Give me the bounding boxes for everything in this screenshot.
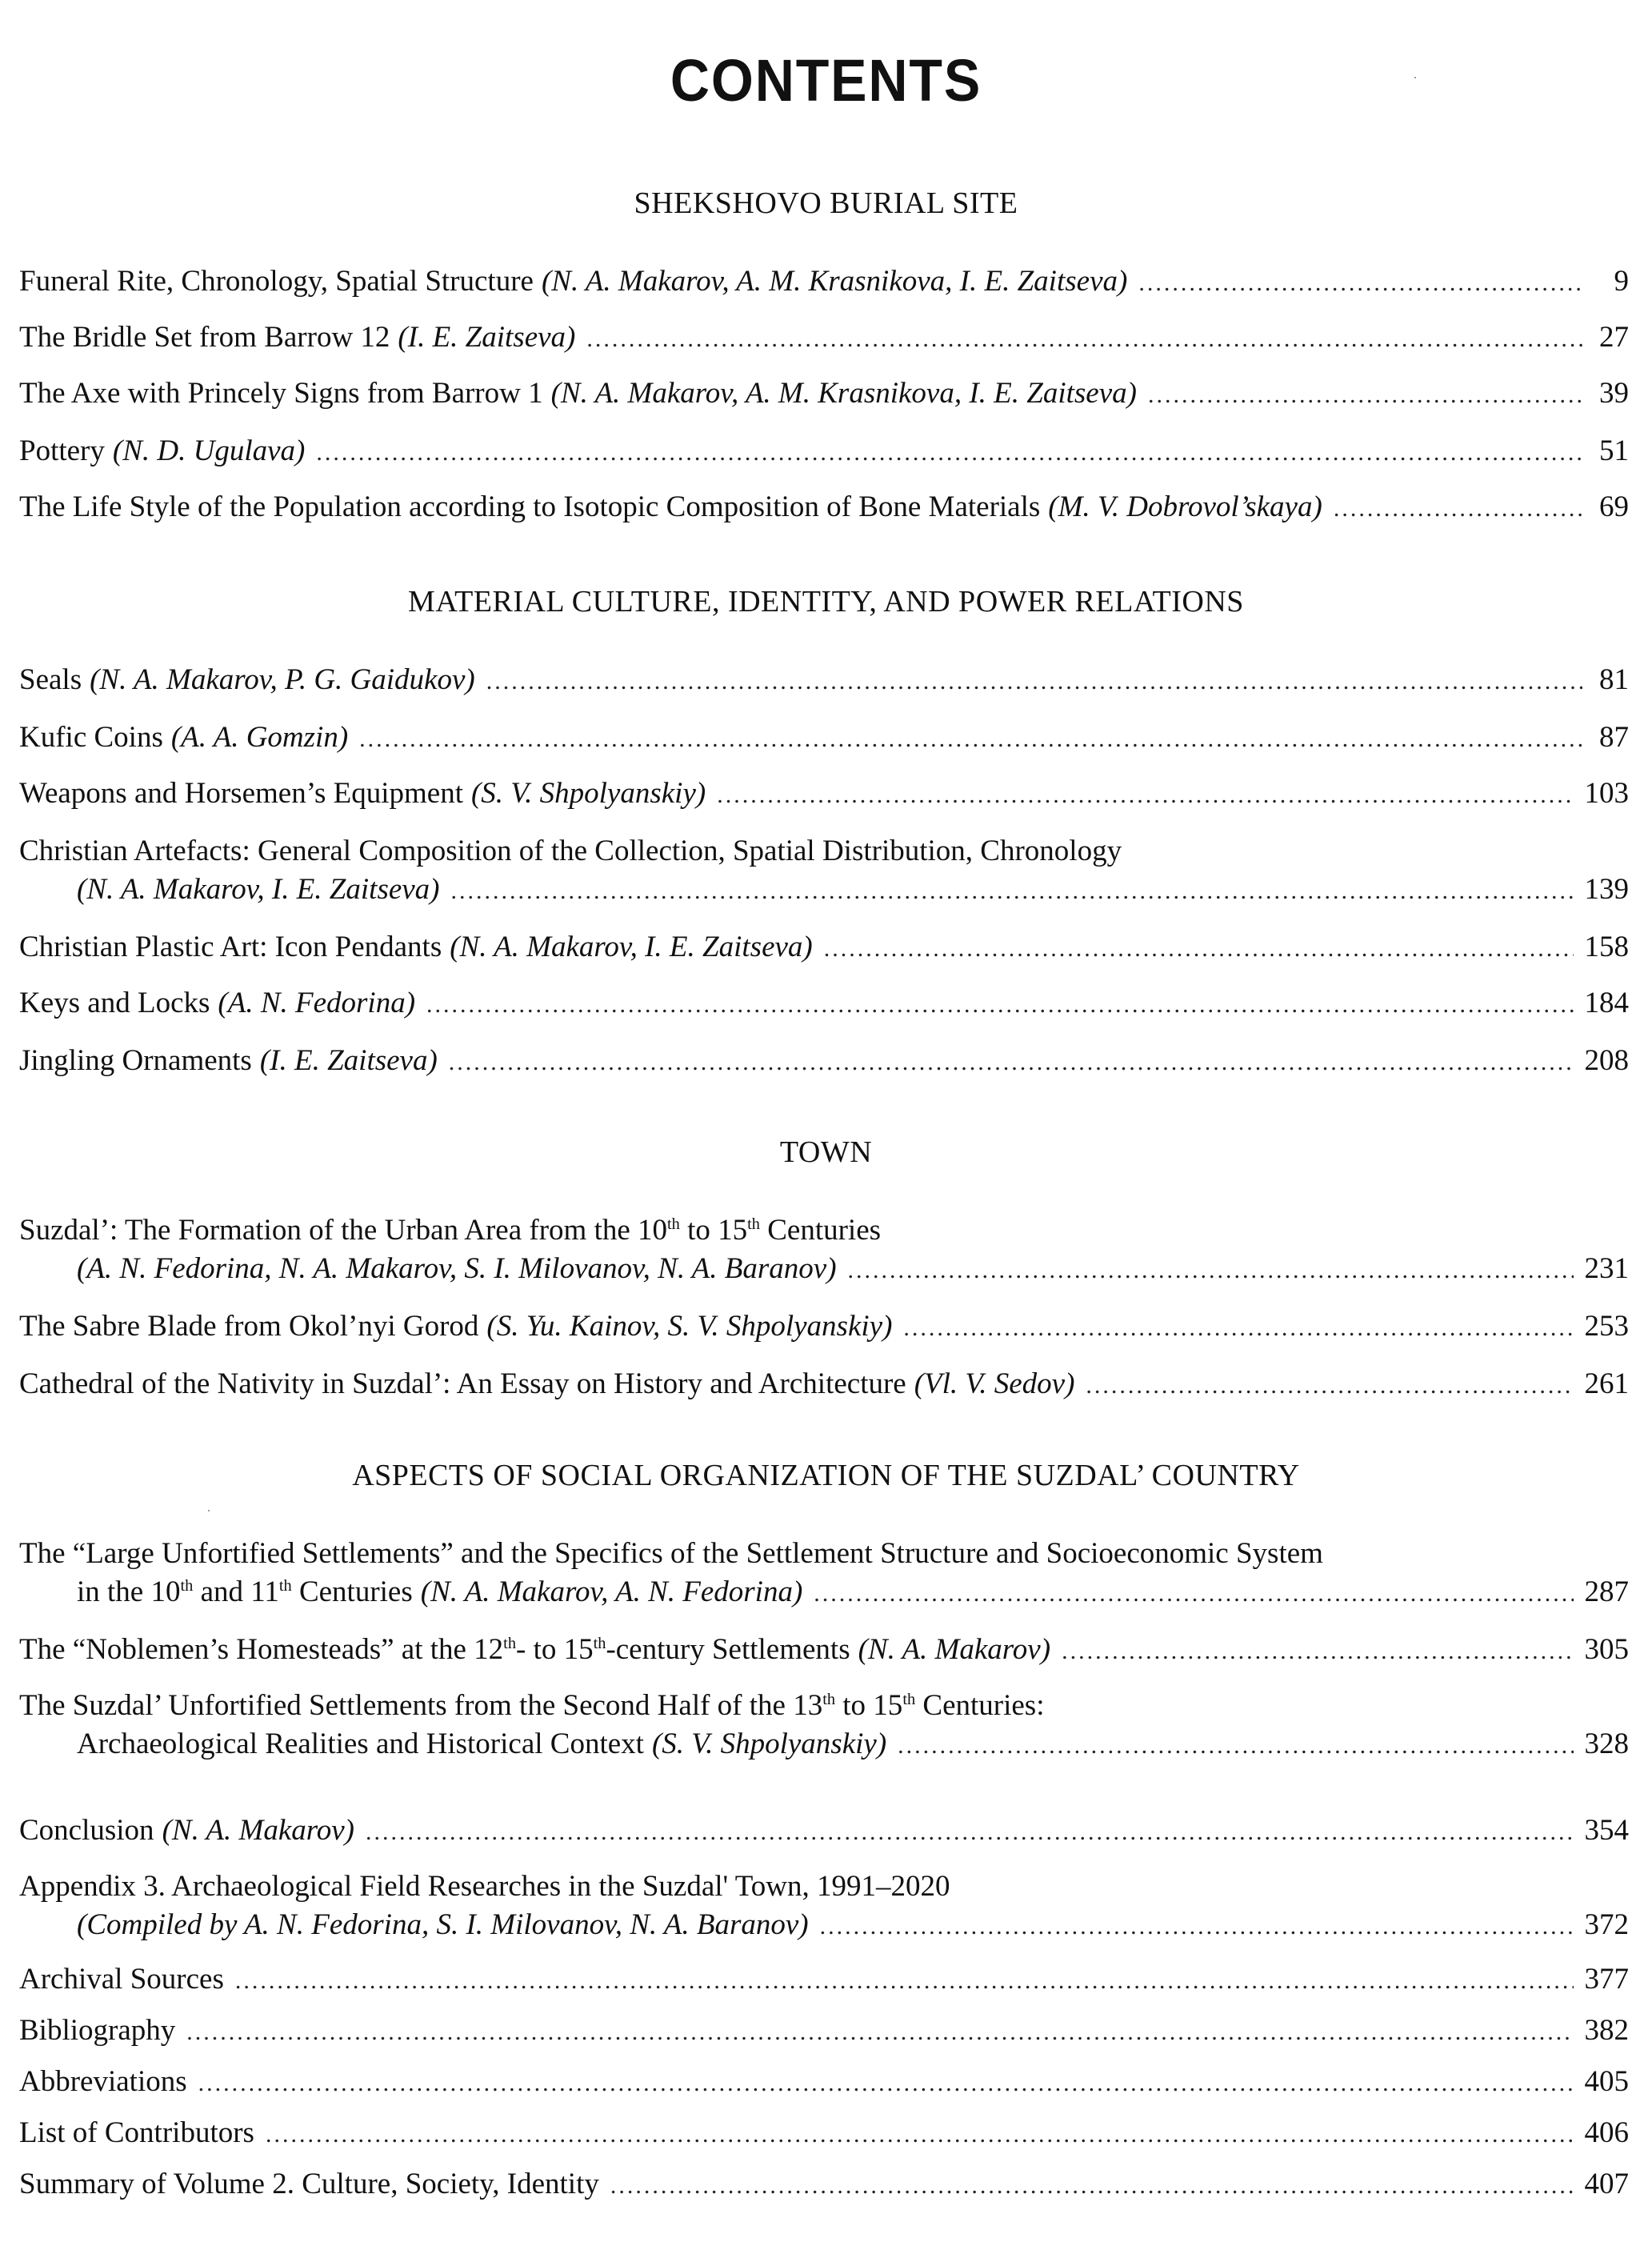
toc-entry[interactable] (19, 832, 1629, 911)
dot-leader (198, 2064, 1574, 2103)
entry-authors: (A. A. Gomzin) (170, 721, 349, 754)
entry-authors: (S. Yu. Kainov, S. V. Shpolyanskiy) (486, 1310, 893, 1343)
toc-entry[interactable] (19, 374, 1629, 414)
entry-authors: (N. A. Makarov) (162, 1814, 355, 1847)
toc-entry[interactable] (19, 928, 1629, 968)
entry-title: Summary of Volume 2. Culture, Society, Identity (19, 2168, 599, 2200)
entry-page: 81 (1599, 663, 1629, 696)
entry-title: Suzdal’: The Formation of the Urban Area from the 10th to 15th Centuries (19, 1214, 882, 1247)
section-header-material-culture: MATERIAL CULTURE, IDENTITY, AND POWER RELATIONS (408, 585, 1244, 619)
toc-entry[interactable] (19, 432, 1629, 472)
toc-entry[interactable] (19, 661, 1629, 701)
dot-leader (235, 1962, 1574, 2000)
dot-leader (266, 2116, 1574, 2154)
entry-authors: (I. E. Zaitseva) (398, 321, 576, 354)
entry-title: Jingling Ornaments (19, 1044, 252, 1077)
dot-leader (814, 1575, 1573, 1613)
dot-leader (1148, 376, 1582, 414)
entry-authors: (M. V. Dobrovol’skaya) (1048, 490, 1322, 523)
toc-entry[interactable] (19, 1535, 1629, 1613)
entry-page: 305 (1584, 1633, 1629, 1666)
dot-leader (586, 320, 1582, 358)
entry-authors: (A. N. Fedorina, N. A. Makarov, S. I. Milovanov, N. A. Baranov) (77, 1252, 837, 1285)
toc-entry[interactable] (19, 984, 1629, 1024)
entry-title: The “Noblemen’s Homesteads” at the 12th- to 15th-century Settlements (19, 1633, 850, 1666)
entry-page: 9 (1614, 265, 1629, 298)
entry-title: Seals (19, 663, 82, 696)
entry-title: Kufic Coins (19, 721, 163, 754)
entry-title-cont: in the 10th and 11th Centuries (77, 1575, 413, 1608)
entry-page: 406 (1584, 2116, 1629, 2149)
toc-entry[interactable] (19, 1042, 1629, 1082)
entry-page: 27 (1599, 321, 1629, 354)
entry-title: Keys and Locks (19, 987, 210, 1019)
entry-authors: (N. A. Makarov, P. G. Gaidukov) (90, 663, 475, 696)
entry-page: 382 (1584, 2014, 1629, 2047)
section-header-social-organization: ASPECTS OF SOCIAL ORGANIZATION OF THE SUZDAL’ COUNTRY (352, 1459, 1300, 1492)
dot-leader (824, 930, 1574, 968)
entry-page: 87 (1599, 721, 1629, 754)
entry-page: 287 (1584, 1575, 1629, 1608)
entry-page: 261 (1584, 1367, 1629, 1400)
toc-entry[interactable] (19, 2114, 1629, 2154)
entry-page: 158 (1584, 931, 1629, 963)
toc-entry[interactable] (19, 1868, 1629, 1946)
entry-title: List of Contributors (19, 2116, 254, 2149)
entry-page: 39 (1599, 377, 1629, 410)
entry-page: 253 (1584, 1310, 1629, 1343)
toc-entry[interactable] (19, 2063, 1629, 2103)
toc-entry[interactable] (19, 1211, 1629, 1290)
toc-entry[interactable] (19, 2165, 1629, 2205)
toc-entry[interactable] (19, 1687, 1629, 1765)
dot-leader (610, 2167, 1574, 2205)
dot-leader (359, 720, 1582, 759)
entry-authors: (S. V. Shpolyanskiy) (470, 777, 706, 810)
entry-page: 103 (1584, 777, 1629, 810)
entry-title: The Suzdal’ Unfortified Settlements from the Second Half of the 13th to 15th Centuries: (19, 1689, 1045, 1722)
dot-leader (316, 434, 1582, 472)
entry-title: Weapons and Horsemen’s Equipment (19, 777, 463, 810)
entry-title: The Life Style of the Population according to Isotopic Composition of Bone Materials (19, 490, 1041, 523)
entry-page: 208 (1584, 1044, 1629, 1077)
dot-leader (366, 1813, 1573, 1852)
entry-title: The Axe with Princely Signs from Barrow 1 (19, 377, 543, 410)
entry-page: 407 (1584, 2168, 1629, 2200)
entry-authors: (A. N. Fedorina) (218, 987, 416, 1019)
entry-authors: (S. V. Shpolyanskiy) (651, 1728, 887, 1760)
page-title: CONTENTS (670, 47, 982, 114)
entry-title: The Bridle Set from Barrow 12 (19, 321, 390, 354)
dot-leader (848, 1251, 1574, 1290)
entry-authors: (N. D. Ugulava) (112, 434, 306, 467)
entry-title: Abbreviations (19, 2065, 187, 2098)
entry-authors: (N. A. Makarov, I. E. Zaitseva) (77, 873, 440, 906)
toc-entry[interactable] (19, 2012, 1629, 2052)
entry-authors: (N. A. Makarov) (858, 1633, 1051, 1666)
entry-authors: (N. A. Makarov, A. M. Krasnikova, I. E. Zaitseva) (541, 265, 1128, 298)
entry-authors: (N. A. Makarov, A. M. Krasnikova, I. E. Zaitseva) (550, 377, 1137, 410)
toc-entry[interactable] (19, 719, 1629, 759)
entry-title: Pottery (19, 434, 105, 467)
dot-leader (186, 2013, 1573, 2052)
entry-title: Christian Artefacts: General Composition of the Collection, Spatial Distribution, Chronology (19, 835, 1122, 867)
dot-leader (1138, 264, 1582, 302)
dot-leader (1062, 1632, 1573, 1671)
toc-entry[interactable] (19, 1307, 1629, 1347)
section-header-town: TOWN (779, 1135, 873, 1169)
toc-entry[interactable] (19, 318, 1629, 358)
toc-entry[interactable] (19, 1960, 1629, 2000)
entry-authors: (Vl. V. Sedov) (914, 1367, 1075, 1400)
entry-title: Archival Sources (19, 1963, 224, 1996)
dot-leader (820, 1908, 1574, 1946)
entry-page: 139 (1584, 873, 1629, 906)
entry-page: 354 (1584, 1814, 1629, 1847)
dot-leader (426, 986, 1573, 1024)
dot-leader (449, 1043, 1574, 1082)
dot-leader (903, 1309, 1573, 1347)
entry-page: 405 (1584, 2065, 1629, 2098)
entry-page: 184 (1584, 987, 1629, 1019)
dot-leader (1086, 1367, 1573, 1405)
scan-speck (208, 1510, 210, 1511)
entry-authors: (N. A. Makarov, A. N. Fedorina) (420, 1575, 803, 1608)
dot-leader (451, 872, 1574, 911)
entry-title-cont: Archaeological Realities and Historical Context (77, 1728, 644, 1760)
toc-entry[interactable] (19, 1631, 1629, 1671)
entry-authors: (N. A. Makarov, I. E. Zaitseva) (450, 931, 813, 963)
entry-title: Funeral Rite, Chronology, Spatial Structure (19, 265, 534, 298)
entry-page: 51 (1599, 434, 1629, 467)
entry-title: The “Large Unfortified Settlements” and the Specifics of the Settlement Structure and Socioeconomic System (19, 1537, 1323, 1570)
entry-title: Cathedral of the Nativity in Suzdal’: An Essay on History and Architecture (19, 1367, 906, 1400)
toc-entry[interactable] (19, 488, 1629, 528)
scan-speck (1414, 77, 1416, 78)
entry-page: 372 (1584, 1908, 1629, 1941)
toc-entry[interactable] (19, 775, 1629, 815)
entry-title: Christian Plastic Art: Icon Pendants (19, 931, 442, 963)
dot-leader (898, 1727, 1573, 1765)
dot-leader (486, 663, 1582, 701)
entry-title: The Sabre Blade from Okol’nyi Gorod (19, 1310, 479, 1343)
toc-entry[interactable] (19, 1812, 1629, 1852)
entry-authors: (I. E. Zaitseva) (259, 1044, 438, 1077)
entry-page: 328 (1584, 1728, 1629, 1760)
entry-authors: (Compiled by A. N. Fedorina, S. I. Milovanov, N. A. Baranov) (77, 1908, 809, 1941)
entry-page: 377 (1584, 1963, 1629, 1996)
dot-leader (1334, 490, 1582, 528)
entry-title: Conclusion (19, 1814, 154, 1847)
entry-title: Bibliography (19, 2014, 176, 2047)
entry-title: Appendix 3. Archaeological Field Researches in the Suzdal' Town, 1991–2020 (19, 1870, 950, 1903)
toc-entry[interactable] (19, 1365, 1629, 1405)
section-header-shekshovo: SHEKSHOVO BURIAL SITE (634, 186, 1018, 220)
toc-entry[interactable] (19, 262, 1629, 302)
entry-page: 69 (1599, 490, 1629, 523)
entry-page: 231 (1584, 1252, 1629, 1285)
dot-leader (717, 776, 1573, 815)
